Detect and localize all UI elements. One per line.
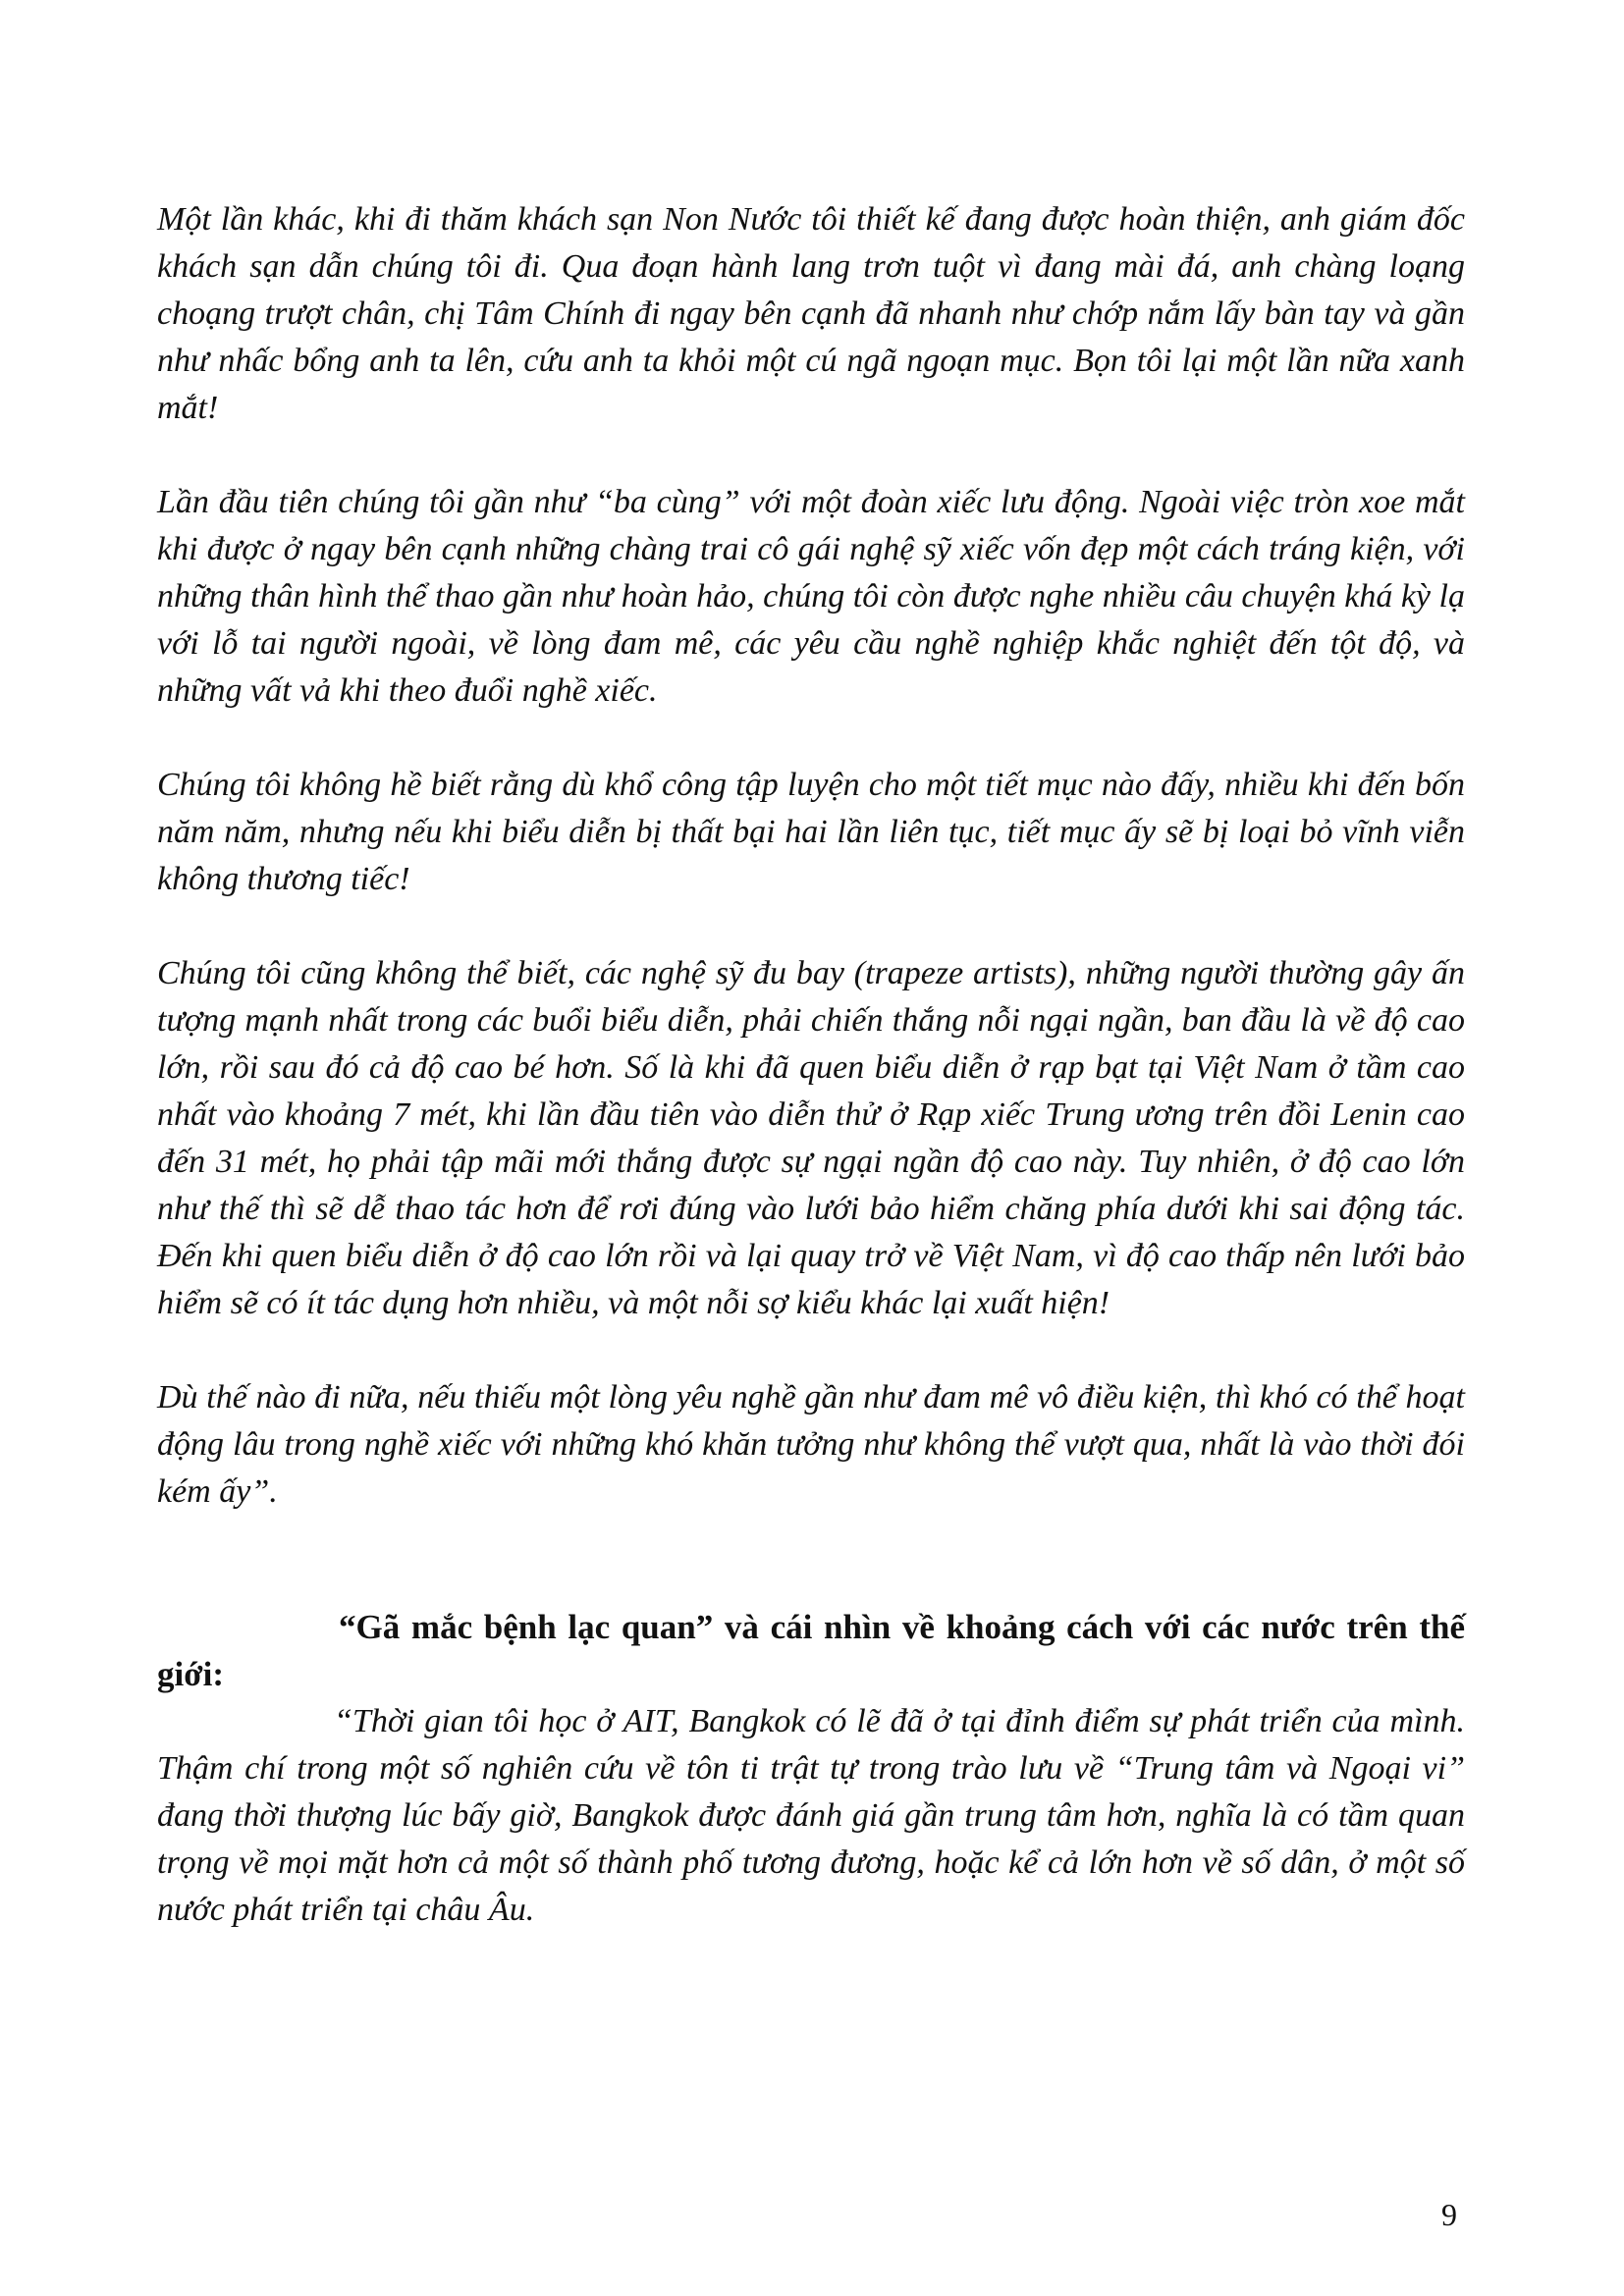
- page-content: [157, 196, 1465, 1934]
- paragraph-hotel-anecdote: Một lần khác, khi đi thăm khách sạn Non Nước tôi thiết kế đang được hoàn thiện, anh giám đốc khách sạn dẫn chúng tôi đi. Qua đoạn hành lang trơn tuột vì đang mài đá, anh chàng loạng choạng trượt chân, chị Tâm Chính đi ngay bên cạnh đã nhanh như chớp nắm lấy bàn tay và gần như nhấc bổng anh ta lên, cứu anh ta khỏi một cú ngã ngoạn mục. Bọn tôi lại một lần nữa xanh mắt!: [157, 201, 1465, 426]
- page-number: 9: [1441, 2197, 1457, 2232]
- paragraph-bangkok-ait: “Thời gian tôi học ở AIT, Bangkok có lẽ đã ở tại đỉnh điểm sự phát triển của mình. Thậm chí trong một số nghiên cứu về tôn ti trật tự trong trào lưu về “Trung tâm và Ngoại vi” đang thời thượng lúc bấy giờ, Bangkok được đánh giá gần trung tâm hơn, nghĩa là có tầm quan trọng về mọi mặt hơn cả một số thành phố tương đương, hoặc kể cả lớn hơn về số dân, ở một số nước phát triển tại châu Âu.: [157, 1703, 1465, 1928]
- paragraph-act-elimination: Chúng tôi không hề biết rằng dù khổ công tập luyện cho một tiết mục nào đấy, nhiều khi đến bốn năm năm, nhưng nếu khi biểu diễn bị thất bại hai lần liên tục, tiết mục ấy sẽ bị loại bỏ vĩnh viễn không thương tiếc!: [157, 767, 1465, 897]
- paragraph-circus-troupe: Lần đầu tiên chúng tôi gần như “ba cùng” với một đoàn xiếc lưu động. Ngoài việc tròn xoe mắt khi được ở ngay bên cạnh những chàng trai cô gái nghệ sỹ xiếc vốn đẹp một cách tráng kiện, với những thân hình thể thao gần như hoàn hảo, chúng tôi còn được nghe nhiều câu chuyện khá kỳ lạ với lỗ tai người ngoài, về lòng đam mê, các yêu cầu nghề nghiệp khắc nghiệt đến tột độ, và những vất vả khi theo đuổi nghề xiếc.: [157, 484, 1465, 709]
- paragraph-love-of-craft: Dù thế nào đi nữa, nếu thiếu một lòng yêu nghề gần như đam mê vô điều kiện, thì khó có thể hoạt động lâu trong nghề xiếc với những khó khăn tưởng như không thể vượt qua, nhất là vào thời đói kém ấy”.: [157, 1379, 1465, 1510]
- paragraph-trapeze-artists: Chúng tôi cũng không thể biết, các nghệ sỹ đu bay (trapeze artists), những người thường gây ấn tượng mạnh nhất trong các buổi biểu diễn, phải chiến thắng nỗi ngại ngần, ban đầu là về độ cao lớn, rồi sau đó cả độ cao bé hơn. Số là khi đã quen biểu diễn ở rạp bạt tại Việt Nam ở tầm cao nhất vào khoảng 7 mét, khi lần đầu tiên vào diễn thử ở Rạp xiếc Trung ương trên đồi Lenin cao đến 31 mét, họ phải tập mãi mới thắng được sự ngại ngần độ cao này. Tuy nhiên, ở độ cao lớn như thế thì sẽ dễ thao tác hơn để rơi đúng vào lưới bảo hiểm chăng phía dưới khi sai động tác. Đến khi quen biểu diễn ở độ cao lớn rồi và lại quay trở về Việt Nam, vì độ cao thấp nên lưới bảo hiểm sẽ có ít tác dụng hơn nhiều, và một nỗi sợ kiểu khác lại xuất hiện!: [157, 955, 1465, 1321]
- section-heading: “Gã mắc bệnh lạc quan” và cái nhìn về khoảng cách với các nước trên thế giới:: [157, 1608, 1465, 1693]
